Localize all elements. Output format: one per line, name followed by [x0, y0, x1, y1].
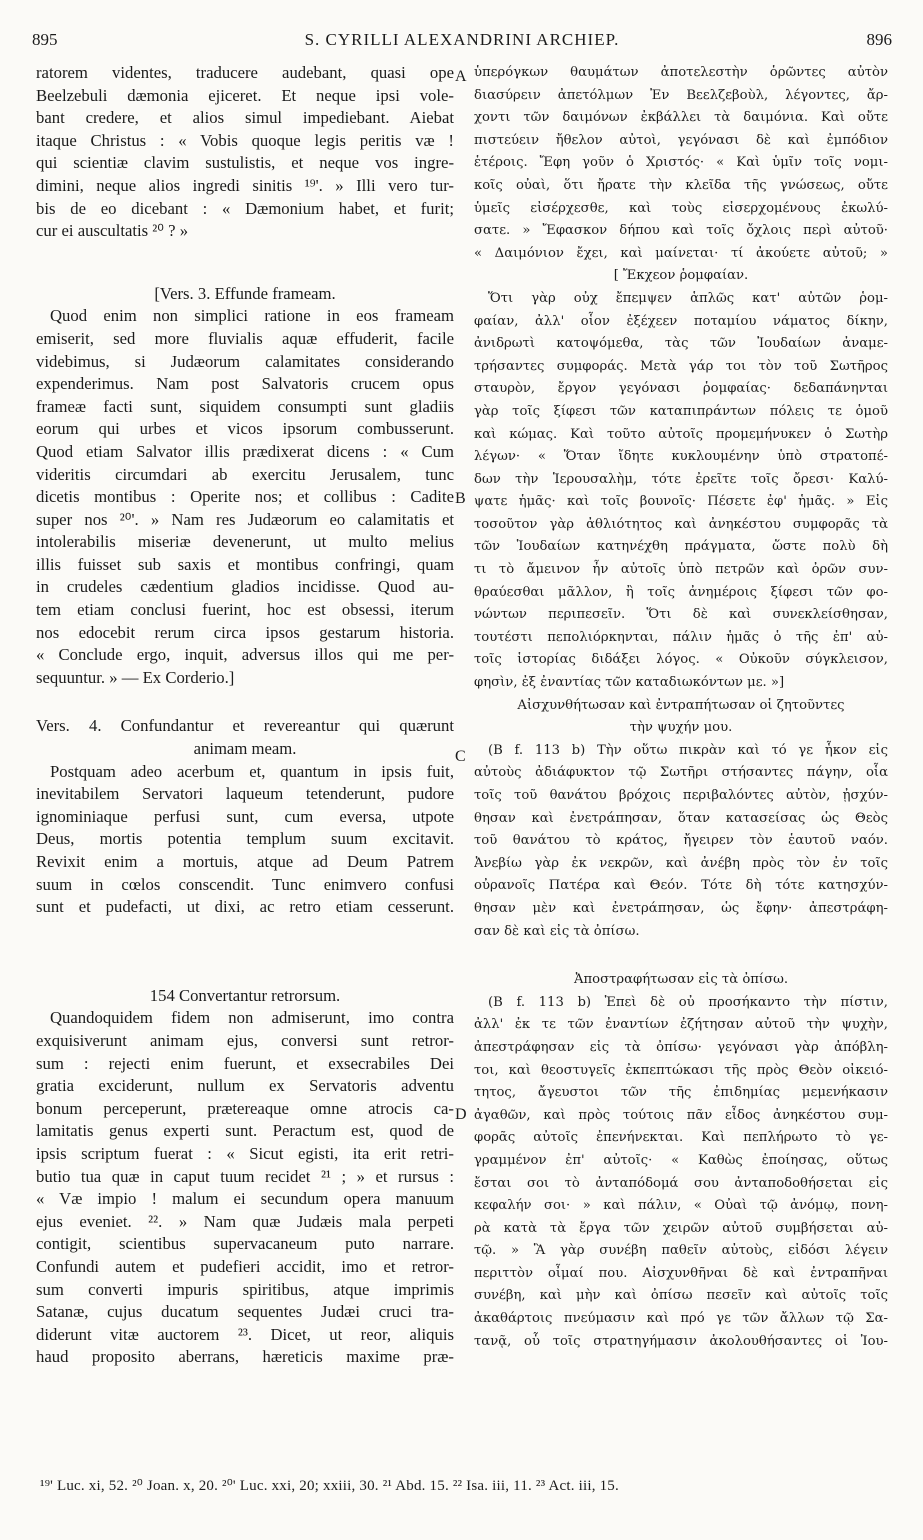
- running-header: [32, 30, 892, 56]
- greek-text-line: Ὅτι γὰρ οὐχ ἔπεμψεν ἁπλῶς κατ' αὐτῶν ῥομ-: [488, 290, 888, 306]
- greek-text-line: τὴν ψυχήν μου.: [629, 720, 733, 736]
- latin-text-line: Quod etiam Salvator illis prædixerat dicens : « Cum: [36, 441, 454, 461]
- latin-text-line: illis fuisset sub saxis et montibus confringi, quam: [36, 554, 454, 574]
- margin-marker-c: C: [455, 748, 466, 765]
- spacer: [36, 919, 454, 985]
- latin-text-line: haud proposito aberrans, hæreticis maxime præ-: [36, 1347, 454, 1367]
- latin-text-line: frameæ facti sunt, siquidem consumpti sunt gladiis: [36, 396, 454, 416]
- latin-text-line: videritis circumdari ab exercitu Jerusalem, tunc: [36, 464, 454, 484]
- greek-text-line: τανᾷ, οὗ τοῖς στρατηγήμασιν ἀκολουθήσαντες οἱ Ἰου-: [474, 1333, 888, 1349]
- greek-text-line: κοῖς οὐαὶ, ὅτι ἤρατε τὴν κλεῖδα τῆς γνώσεως, οὔτε: [474, 177, 888, 193]
- margin-marker-a: A: [455, 68, 467, 85]
- greek-text-line: Αἰσχυνθήτωσαν καὶ ἐντραπήτωσαν οἱ ζητοῦντες: [517, 697, 845, 713]
- latin-text-line: dimini, neque alios ingredi sinitis ¹⁹'. » Illi vero tur-: [36, 175, 454, 195]
- greek-text-line: φορᾶς αὐτοῖς ἐπενήνεκται. Καὶ πεπλήρωτο τὸ γε-: [474, 1130, 888, 1146]
- latin-text-line: Postquam adeo acerbum et, quantum in ipsis fuit,: [50, 761, 454, 781]
- latin-text-line: ignominiaque perfusi sunt, cum eversa, utpote: [36, 806, 454, 826]
- latin-text-line: tem etiam conclusi fuerint, hoc est obsessi, iterum: [36, 600, 454, 620]
- greek-text-line: τητος, ἄγευστοι τῶν τῆς ἐπιδημίας μεμενήκασιν: [474, 1085, 888, 1101]
- greek-text-line: τῷ. » Ἃ γὰρ συνέβη παθεῖν αὐτοὺς, εἰδόσι λέγειν: [474, 1243, 888, 1259]
- running-title: S. CYRILLI ALEXANDRINI ARCHIEP.: [304, 30, 620, 49]
- greek-text-line: φαίαν, ἀλλ' οἷον ἐξέχεεν ποταμίου νάματος δίκην,: [474, 313, 888, 329]
- margin-marker-b: B: [455, 490, 466, 507]
- latin-text-line: animam meam.: [193, 739, 297, 759]
- margin-marker-d: D: [455, 1106, 467, 1123]
- greek-text-line: Ἀνεβίω γὰρ ἐκ νεκρῶν, καὶ ἀνέβη πρὸς τὸν ἐν τοῖς: [474, 855, 888, 871]
- greek-text-line: διασύρειν ἀπετόλμων Ἐν Βεελζεβοὺλ, λέγοντες, ἄρ-: [474, 87, 888, 103]
- greek-text-line: συνέβη, καὶ μὴν καὶ ὀπίσω πεσεῖν καὶ αὐτοῖς τοῖς: [474, 1288, 888, 1304]
- greek-text-line: « Δαιμόνιον ἔχει, καὶ μαίνεται· τί ἀκούετε αὐτοῦ; »: [474, 245, 888, 261]
- greek-text-line: περιττὸν οἶμαί που. Αἰσχυνθῆναι δὲ καὶ ἐντραπῆναι: [474, 1265, 888, 1281]
- greek-text-line: θησαν μὲν καὶ ἐνετράπησαν, ὡς ἔφην· ἀπεστράφη-: [474, 900, 888, 916]
- latin-text-line: suum in cœlos conscendit. Tunc enimvero confusi: [36, 874, 454, 894]
- latin-text-line: inevitabilem Servatori laqueum tetenderunt, pudore: [36, 784, 454, 804]
- latin-text-line: eorum qui urbes et vicos ipsorum combusserunt.: [36, 419, 454, 439]
- latin-text-line: dicetis montibus : Operite nos; et collibus : Cadite: [36, 487, 454, 507]
- latin-text-line: 154 Convertantur retrorsum.: [149, 985, 341, 1005]
- greek-text-line: τοι, καὶ θεοστυγεῖς ἐκπεπτώκασι τῆς πρὸς Θεὸν οἰκειό-: [474, 1062, 888, 1078]
- spacer: [36, 689, 454, 715]
- greek-text-line: ὑμεῖς εἰσέρχεσθε, καὶ τοὺς εἰσερχομένους ἐκωλύ-: [474, 200, 888, 216]
- latin-text-line: contigit, scientibus supervacaneum puto narrare.: [36, 1234, 454, 1254]
- spacer: [36, 243, 454, 283]
- latin-text-line: sum converti impuris spiritibus, atque imprimis: [36, 1279, 454, 1299]
- latin-text-line: emiserit, sed more fluvialis aquæ effuderit, facile: [36, 328, 454, 348]
- page-number-left: 895: [32, 30, 58, 49]
- greek-text-line: χοντι τῶν δαιμόνων ἐκβάλλει τὰ δαιμόνια. Καὶ οὔτε: [474, 110, 888, 126]
- latin-text-line: qui scientiæ clavim sustulistis, et neque vos ingre-: [36, 153, 454, 173]
- latin-text-line: exquisiverunt animam ejus, conversi sunt retror-: [36, 1030, 454, 1050]
- greek-text-line: κεφαλήν σοι· » καὶ πάλιν, « Οὐαὶ τῷ ἀνόμῳ, πονη-: [474, 1198, 888, 1214]
- greek-text-line: οὐρανοῖς Πατέρα καὶ Θεόν. Τότε δὴ τότε κατησχύν-: [474, 878, 888, 894]
- greek-text-line: θραύεσθαι μᾶλλον, ἢ τοῖς ἀνημέροις ξίφεσι τῶν φο-: [474, 584, 888, 600]
- latin-text-line: nos edocebit rerum circa ipsos gestarum historia.: [36, 622, 454, 642]
- latin-text-line: cur ei auscultatis ²⁰ ? »: [36, 221, 189, 241]
- latin-text-line: Confundi autem et pudefieri accidit, imo et retror-: [36, 1256, 454, 1276]
- greek-text-line: θησαν καὶ ἐνετράπησαν, ὅταν κατασείσας ὡς Θεὸς: [474, 810, 888, 826]
- latin-text-line: bonum perceperunt, prætereaque omne atrocis ca-: [36, 1098, 454, 1118]
- greek-text-line: ἔσται σοι τὸ ἀνταπόδομά σου ἀνταποδοθήσεται εἰς: [474, 1175, 888, 1191]
- greek-text-line: ὑπερόγκων θαυμάτων ἀποτελεστὴν ὁρῶντες αὐτὸν: [474, 65, 888, 80]
- greek-text-line: καὶ κώμας. Καὶ τοῦτο αὐτοῖς προμεμήνυκεν ὁ Σωτὴρ: [474, 426, 888, 442]
- greek-text-line: γραμμένον ἐπ' αὐτοῖς· « Καθὼς ἐποίησας, οὕτως: [474, 1152, 888, 1168]
- greek-text-line: ἀπεστράφησαν εἰς τὰ ὀπίσω· γεγόνασι γὰρ ἀπόβλη-: [474, 1039, 888, 1055]
- latin-text-line: intolerabilis miseriæ devenerunt, ut multo melius: [36, 532, 454, 552]
- greek-text-line: νώντων περιπεσεῖν. Ὅτι δὲ καὶ συνεκλείσθησαν,: [474, 607, 888, 623]
- greek-text-line: τουτέστι πεπολιόρκηνται, πάλιν ἡμᾶς ὁ τῆς ἐπ' αὐ-: [474, 629, 888, 645]
- greek-text-line: ψατε ἡμᾶς· καὶ τοῖς βουνοῖς· Πέσετε ἐφ' ἡμᾶς. » Εἰς: [474, 494, 888, 510]
- latin-text-line: « Væ impio ! malum ei secundum opera manuum: [36, 1189, 454, 1209]
- greek-text-line: τοῦ θανάτου τὸ κράτος, ἤγειρεν τὸν ἑαυτοῦ ναόν.: [474, 833, 888, 849]
- latin-text-line: ipsis scriptum fuerat : « Sicut egisti, ita erit retri-: [36, 1143, 454, 1163]
- greek-text-line: φησὶν, ἐξ ἐναντίας τῶν καταδιωκόντων με. »]: [474, 675, 785, 691]
- footnotes: ¹⁹' Luc. xi, 52. ²⁰ Joan. x, 20. ²⁰' Luc. xxi, 20; xxiii, 30. ²¹ Abd. 15. ²² Isa. iii, 11. ²³ Act. iii, 15.: [40, 1478, 619, 1494]
- page-number-right: 896: [866, 30, 892, 49]
- greek-text-line: τοῖς ἱστορίας διδάξει λόγος. « Οὐκοῦν σύγκλεισον,: [474, 652, 888, 668]
- greek-text-line: σαν δὲ καὶ εἰς τὰ ὀπίσω.: [474, 923, 640, 939]
- latin-column: [36, 62, 454, 1369]
- latin-text-line: diderunt vitæ auctorem ²³. Dicet, ut reor, aliquis: [36, 1324, 454, 1344]
- greek-text-line: αὐτοὺς ἀδιάφυκτον τῷ Σωτῆρι στήσαντες πάγην, οἷα: [474, 765, 888, 781]
- latin-text-line: ejus eveniet. ²². » Nam quæ Judæis mala perpeti: [36, 1211, 454, 1231]
- latin-text-line: gratia exciderunt, nullum ex Servatoris adventu: [36, 1076, 454, 1096]
- greek-column: [474, 62, 888, 1353]
- greek-text-line: πιστεύειν ἤθελον αὐτοὶ, γεγόνασι δὲ καὶ ἐμπόδιον: [474, 132, 888, 148]
- latin-text-line: super nos ²⁰'. » Nam res Judæorum eo calamitatis et: [36, 509, 454, 529]
- greek-text-line: ἀγαθῶν, καὶ πρὸς τούτοις πᾶν εἶδος ἀνηκέστου συμ-: [474, 1107, 888, 1123]
- latin-text-line: itaque Christus : « Vobis quoque legis peritis væ !: [36, 130, 454, 150]
- greek-text-line: γὰρ τοῖς ξίφεσι τῶν καταπιπράντων πόλεις τε ὁμοῦ: [474, 403, 888, 419]
- greek-text-line: Ἀποστραφήτωσαν εἰς τὰ ὀπίσω.: [573, 972, 789, 988]
- latin-text-line: expenderimus. Nam post Salvatoris crucem opus: [36, 374, 454, 394]
- greek-text-line: τι τὸ ἄμεινον ἦν αὐτοῖς ὑπὸ πετρῶν καὶ ὀρῶν συν-: [474, 562, 888, 578]
- greek-text-line: τοῖς τοῦ θανάτου βρόχοις περιβαλόντες αὐτὸν, ᾐσχύν-: [474, 788, 888, 803]
- greek-text-line: (B f. 113 b) Ἐπεὶ δὲ οὐ προσήκαντο τὴν πίστιν,: [488, 994, 888, 1010]
- latin-text-line: Revixit enim a mortuis, atque ad Deum Patrem: [36, 852, 454, 871]
- greek-text-line: τοσοῦτον γὰρ ἀθλιότητος καὶ ἀνηκέστου συμφορᾶς τὰ: [474, 516, 888, 532]
- greek-text-line: (B f. 113 b) Τὴν οὕτω πικρὰν καὶ τό γε ἧκον εἰς: [488, 742, 888, 758]
- greek-text-line: τῶν Ἰουδαίων κατηνέχθη πράγματα, ὥστε πολὺ δὴ: [474, 539, 888, 555]
- latin-text-line: in crudeles cædentium gladios incidisse. Quod au-: [36, 577, 454, 597]
- latin-text-line: bant credere, et alios simul impediebant. Aiebat: [36, 108, 454, 128]
- greek-text-line: δων τὴν Ἱερουσαλὴμ, τότε ἐρεῖτε τοῖς ὄρεσι· Καλύ-: [474, 471, 888, 487]
- greek-text-line: ἀκαθάρτοις πνεύμασιν καὶ πρό γε τῶν ἄλλων τῷ Σα-: [474, 1311, 888, 1327]
- greek-text-line: ἑτέροις. Ἔφη γοῦν ὁ Χριστός· « Καὶ ὑμῖν τοῖς νομι-: [474, 155, 888, 171]
- latin-text-line: « Conclude ergo, inquit, adversus illos qui me per-: [36, 645, 454, 665]
- greek-text-line: ρὰ κατὰ τὰ ἔργα τῶν χειρῶν αὐτοῦ συμβήσεται αὐ-: [474, 1220, 888, 1236]
- greek-text-line: σατε. » Ἔφασκον δήπου καὶ τοῖς ὄχλοις περὶ αὐτοῦ·: [474, 223, 888, 239]
- greek-text-line: τρήσαντες συμφοράς. Μετὰ γάρ τοι τὸν τοῦ Σωτῆρος: [474, 358, 888, 374]
- greek-text-line: λέγων· « Ὅταν ἴδητε κυκλουμένην ὑπὸ στρατοπέ-: [474, 449, 888, 465]
- greek-text-line: ἀνιδρωτὶ κατοψόμεθα, τὰς τῶν Ἰουδαίων ἀναμε-: [474, 336, 888, 352]
- latin-text-line: Quandoquidem fidem non admiserunt, imo contra: [50, 1008, 454, 1028]
- latin-text-line: butio tua quæ in caput tuum recidet ²¹ ; » et rursus :: [36, 1166, 454, 1186]
- latin-text-line: Deus, mortis potentia templum suum excitavit.: [36, 829, 454, 849]
- latin-text-line: videbimus, si Judæorum calamitates considerando: [36, 351, 454, 371]
- latin-text-line: Beelzebuli dæmonia ejiceret. Et neque ipsi vole-: [36, 85, 454, 105]
- latin-text-line: Vers. 4. Confundantur et revereantur qui quærunt: [36, 716, 454, 736]
- latin-text-line: Quod enim non simplici ratione in eos frameam: [50, 306, 454, 326]
- latin-text-line: sum : rejecti enim fuerunt, et exsecrabiles Dei: [36, 1053, 454, 1073]
- greek-text-line: ἀλλ' ἐκ τε τῶν ἐναντίων ἐζήτησαν αὐτοῦ τὴν ψυχὴν,: [474, 1017, 888, 1033]
- latin-text-line: Satanæ, cujus ducatum sequentes Judæi cruci tra-: [36, 1302, 454, 1322]
- latin-text-line: sunt et pudefacti, ut dixi, ac retro etiam cesserunt.: [36, 897, 454, 917]
- latin-text-line: [Vers. 3. Effunde frameam.: [154, 283, 336, 303]
- greek-text-line: σταυρὸν, ἔργον γεγόνασι ῥομφαίας· δεδαπάνηνται: [474, 381, 888, 397]
- latin-text-line: bis de eo dicebant : « Dæmonium habet, et furit;: [36, 198, 454, 218]
- latin-text-line: ratorem videntes, traducere audebant, quasi ope: [36, 63, 454, 82]
- latin-text-line: lamitatis genus experti sunt. Peractum est, quod de: [36, 1121, 454, 1141]
- latin-text-line: sequuntur. » — Ex Corderio.]: [36, 667, 235, 687]
- greek-text-line: [ Ἔκχεον ῥομφαίαν.: [613, 268, 749, 284]
- spacer: [474, 943, 888, 969]
